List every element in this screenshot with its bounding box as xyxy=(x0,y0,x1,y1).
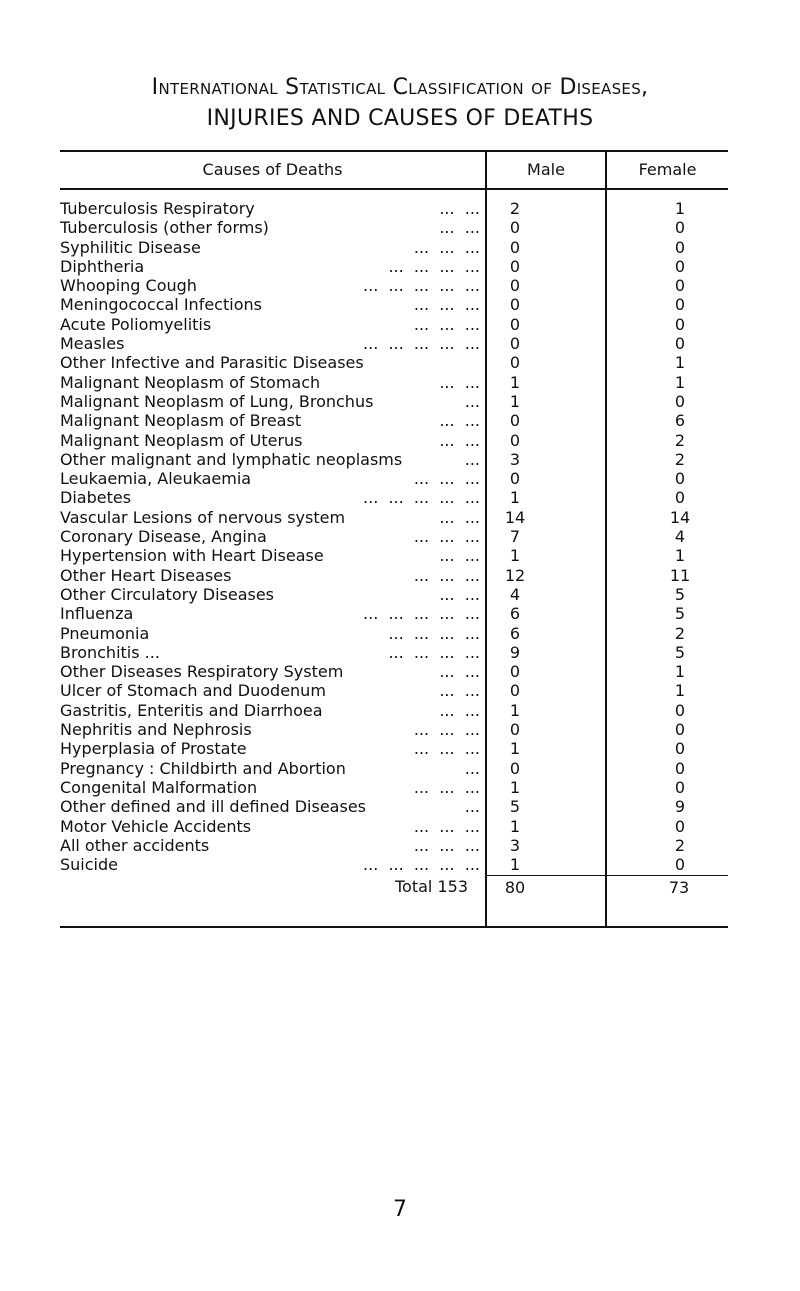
cause-label: Vascular Lesions of nervous system xyxy=(60,507,346,527)
cause-label: Other Circulatory Diseases xyxy=(60,584,275,604)
cause-label: Whooping Cough xyxy=(60,276,197,296)
cause-label: Leukaemia, Aleukaemia xyxy=(60,469,252,489)
male-count: 0 xyxy=(509,720,521,740)
leader-dots: ... ... ... xyxy=(413,816,480,836)
cause-label: Other malignant and lymphatic neoplasms xyxy=(60,449,403,469)
table-bottom-rule xyxy=(60,926,728,928)
male-count: 1 xyxy=(509,816,521,836)
total-top-rule-male xyxy=(487,875,605,876)
female-count: 11 xyxy=(669,565,691,585)
female-count: 0 xyxy=(674,720,686,740)
female-count: 0 xyxy=(674,276,686,296)
cause-label: Diphtheria xyxy=(60,256,145,276)
page-number: 7 xyxy=(393,1197,407,1222)
table-row xyxy=(0,566,800,585)
leader-dots: ... ... ... xyxy=(413,835,480,855)
male-count: 0 xyxy=(509,430,521,450)
table-row xyxy=(0,778,800,797)
table-row xyxy=(0,392,800,411)
cause-label: Malignant Neoplasm of Breast xyxy=(60,411,302,431)
cause-label: Tuberculosis (other forms) xyxy=(60,218,269,238)
leader-dots: ... ... xyxy=(439,700,480,720)
female-count: 5 xyxy=(674,584,686,604)
male-count: 1 xyxy=(509,372,521,392)
leader-dots: ... ... xyxy=(439,662,480,682)
page-title-line-1: International Statistical Classification of Diseases, xyxy=(151,75,649,100)
male-count: 7 xyxy=(509,527,521,547)
total-label: Total 153 xyxy=(395,877,468,896)
header-causes: Causes of Deaths xyxy=(202,160,343,179)
female-count: 2 xyxy=(674,449,686,469)
female-count: 5 xyxy=(674,642,686,662)
male-count: 3 xyxy=(509,449,521,469)
male-count: 12 xyxy=(504,565,526,585)
female-count: 0 xyxy=(674,739,686,759)
cause-label: Acute Poliomyelitis xyxy=(60,314,212,334)
table-row xyxy=(0,836,800,855)
table-row xyxy=(0,681,800,700)
table-row xyxy=(0,488,800,507)
table-row xyxy=(0,431,800,450)
table-row xyxy=(0,276,800,295)
male-count: 0 xyxy=(509,758,521,778)
male-count: 6 xyxy=(509,623,521,643)
female-count: 0 xyxy=(674,816,686,836)
leader-dots: ... ... ... xyxy=(413,469,480,489)
cause-label: Diabetes xyxy=(60,488,132,508)
leader-dots: ... ... ... ... ... xyxy=(363,334,480,354)
leader-dots: ... ... ... xyxy=(413,314,480,334)
male-count: 6 xyxy=(509,604,521,624)
leader-dots: ... ... xyxy=(439,546,480,566)
male-count: 0 xyxy=(509,662,521,682)
female-count: 14 xyxy=(669,507,691,527)
male-count: 0 xyxy=(509,411,521,431)
cause-label: Motor Vehicle Accidents xyxy=(60,816,252,836)
cause-label: Hypertension with Heart Disease xyxy=(60,546,324,566)
leader-dots: ... ... xyxy=(439,218,480,238)
table-row xyxy=(0,739,800,758)
female-count: 0 xyxy=(674,700,686,720)
male-count: 1 xyxy=(509,777,521,797)
total-male: 80 xyxy=(504,878,526,897)
cause-label: Coronary Disease, Angina xyxy=(60,527,267,547)
male-count: 0 xyxy=(509,681,521,701)
male-count: 0 xyxy=(509,295,521,315)
male-count: 0 xyxy=(509,353,521,373)
female-count: 1 xyxy=(674,662,686,682)
table-row xyxy=(0,662,800,681)
male-count: 2 xyxy=(509,199,521,218)
female-count: 6 xyxy=(674,411,686,431)
leader-dots: ... ... xyxy=(439,584,480,604)
leader-dots: ... ... ... ... ... xyxy=(363,855,480,875)
female-count: 0 xyxy=(674,469,686,489)
leader-dots: ... ... xyxy=(439,430,480,450)
table-row xyxy=(0,334,800,353)
male-count: 1 xyxy=(509,700,521,720)
female-count: 2 xyxy=(674,835,686,855)
total-top-rule-female xyxy=(607,875,728,876)
male-count: 9 xyxy=(509,642,521,662)
table-row xyxy=(0,257,800,276)
table-row xyxy=(0,585,800,604)
male-count: 0 xyxy=(509,334,521,354)
leader-dots: ... ... ... ... ... xyxy=(363,276,480,296)
female-count: 2 xyxy=(674,623,686,643)
table-row xyxy=(0,624,800,643)
leader-dots: ... ... xyxy=(439,411,480,431)
male-count: 3 xyxy=(509,835,521,855)
leader-dots: ... xyxy=(464,449,480,469)
female-count: 0 xyxy=(674,777,686,797)
leader-dots: ... ... ... xyxy=(413,777,480,797)
male-count: 1 xyxy=(509,739,521,759)
leader-dots: ... ... ... xyxy=(413,295,480,315)
female-count: 0 xyxy=(674,218,686,238)
table-row xyxy=(0,546,800,565)
cause-label: Ulcer of Stomach and Duodenum xyxy=(60,681,326,701)
female-count: 1 xyxy=(674,681,686,701)
cause-label: Malignant Neoplasm of Stomach xyxy=(60,372,321,392)
cause-label: Influenza xyxy=(60,604,134,624)
male-count: 5 xyxy=(509,797,521,817)
cause-label: Hyperplasia of Prostate xyxy=(60,739,247,759)
cause-label: All other accidents xyxy=(60,835,210,855)
female-count: 0 xyxy=(674,391,686,411)
table-row xyxy=(0,373,800,392)
leader-dots: ... ... ... ... ... xyxy=(363,604,480,624)
cause-label: Other Diseases Respiratory System xyxy=(60,662,344,682)
female-count: 1 xyxy=(674,546,686,566)
table-row xyxy=(0,797,800,816)
table-row xyxy=(0,199,800,218)
male-count: 0 xyxy=(509,237,521,257)
female-count: 0 xyxy=(674,237,686,257)
table-row xyxy=(0,759,800,778)
page-title-line-2: INJURIES AND CAUSES OF DEATHS xyxy=(206,106,594,131)
cause-label: Malignant Neoplasm of Lung, Bronchus xyxy=(60,391,374,411)
table-row xyxy=(0,218,800,237)
table-row xyxy=(0,353,800,372)
cause-label: Malignant Neoplasm of Uterus xyxy=(60,430,303,450)
male-count: 0 xyxy=(509,314,521,334)
leader-dots: ... ... ... xyxy=(413,565,480,585)
table-row xyxy=(0,508,800,527)
cause-label: Gastritis, Enteritis and Diarrhoea xyxy=(60,700,323,720)
header-male: Male xyxy=(527,160,565,179)
table-body xyxy=(0,199,800,874)
cause-label: Meningococcal Infections xyxy=(60,295,262,315)
male-count: 0 xyxy=(509,469,521,489)
cause-label: Other Heart Diseases xyxy=(60,565,232,585)
female-count: 1 xyxy=(674,353,686,373)
male-count: 0 xyxy=(509,256,521,276)
cause-label: Congenital Malformation xyxy=(60,777,258,797)
table-row xyxy=(0,604,800,623)
male-count: 4 xyxy=(509,584,521,604)
cause-label: Nephritis and Nephrosis xyxy=(60,720,252,740)
leader-dots: ... ... xyxy=(439,199,480,218)
header-female: Female xyxy=(638,160,697,179)
leader-dots: ... ... ... ... xyxy=(388,256,480,276)
table-row xyxy=(0,469,800,488)
cause-label: Pregnancy : Childbirth and Abortion xyxy=(60,758,346,778)
leader-dots: ... ... ... xyxy=(413,739,480,759)
leader-dots: ... ... xyxy=(439,507,480,527)
female-count: 4 xyxy=(674,527,686,547)
male-count: 14 xyxy=(504,507,526,527)
cause-label: Bronchitis ... xyxy=(60,642,160,662)
female-count: 0 xyxy=(674,334,686,354)
table-row xyxy=(0,450,800,469)
leader-dots: ... ... ... ... ... xyxy=(363,488,480,508)
male-count: 1 xyxy=(509,488,521,508)
female-count: 1 xyxy=(674,372,686,392)
table-row xyxy=(0,238,800,257)
male-count: 1 xyxy=(509,855,521,875)
table-row xyxy=(0,411,800,430)
cause-label: Other Infective and Parasitic Diseases xyxy=(60,353,364,373)
leader-dots: ... xyxy=(464,797,480,817)
cause-label: Other defined and ill defined Diseases xyxy=(60,797,366,817)
male-count: 0 xyxy=(509,218,521,238)
header-bottom-rule xyxy=(60,188,728,190)
leader-dots: ... xyxy=(464,758,480,778)
table-top-rule xyxy=(60,150,728,152)
table-row xyxy=(0,855,800,874)
cause-label: Tuberculosis Respiratory xyxy=(60,199,255,218)
male-count: 0 xyxy=(509,276,521,296)
leader-dots: ... ... ... ... xyxy=(388,642,480,662)
cause-label: Measles xyxy=(60,334,125,354)
male-count: 1 xyxy=(509,391,521,411)
leader-dots: ... ... xyxy=(439,372,480,392)
table-row xyxy=(0,315,800,334)
leader-dots: ... ... ... xyxy=(413,237,480,257)
female-count: 0 xyxy=(674,314,686,334)
female-count: 2 xyxy=(674,430,686,450)
table-row xyxy=(0,817,800,836)
female-count: 0 xyxy=(674,855,686,875)
female-count: 0 xyxy=(674,488,686,508)
cause-label: Pneumonia xyxy=(60,623,150,643)
female-count: 0 xyxy=(674,758,686,778)
female-count: 1 xyxy=(674,199,686,218)
table-row xyxy=(0,720,800,739)
table-row xyxy=(0,643,800,662)
leader-dots: ... ... ... ... xyxy=(388,623,480,643)
female-count: 5 xyxy=(674,604,686,624)
total-female: 73 xyxy=(668,878,690,897)
cause-label: Syphilitic Disease xyxy=(60,237,201,257)
leader-dots: ... xyxy=(464,391,480,411)
leader-dots: ... ... ... xyxy=(413,527,480,547)
table-row xyxy=(0,527,800,546)
female-count: 0 xyxy=(674,295,686,315)
cause-label: Suicide xyxy=(60,855,118,875)
table-row xyxy=(0,295,800,314)
male-count: 1 xyxy=(509,546,521,566)
female-count: 9 xyxy=(674,797,686,817)
leader-dots: ... ... xyxy=(439,681,480,701)
leader-dots: ... ... ... xyxy=(413,720,480,740)
female-count: 0 xyxy=(674,256,686,276)
table-row xyxy=(0,701,800,720)
